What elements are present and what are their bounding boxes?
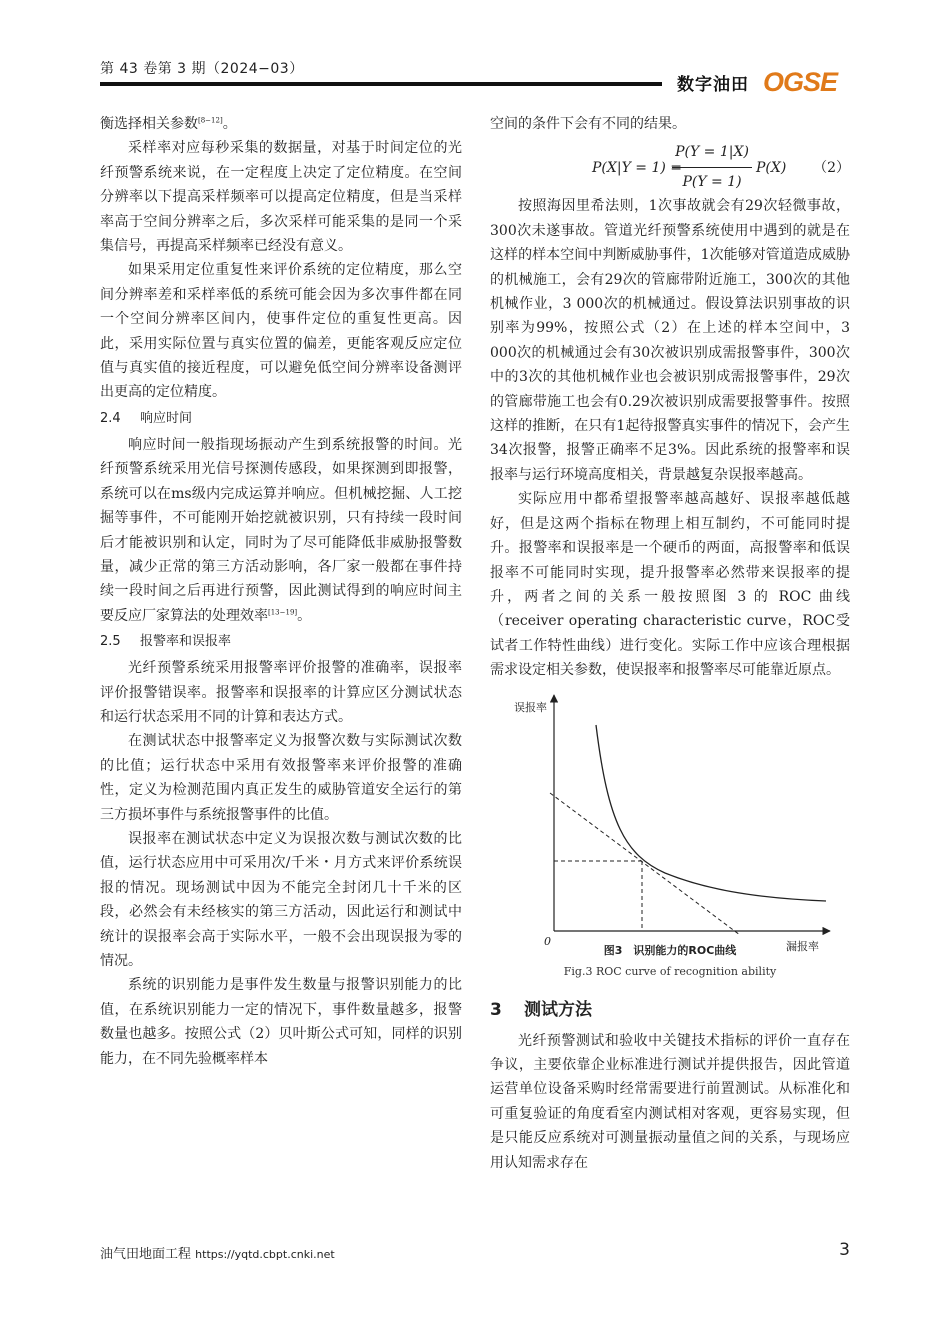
paragraph: 按照海因里希法则，1次事故就会有29次轻微事故，300次未遂事故。管道光纤预警系统使用中遇到的就是在这样的样本空间中判断威胁事件，1次能够对管道造成威胁的机械施工，会有29次的管廊带附近施工，300次的其他机械作业，3 000次的机械通过。假设算法识别事故的识别率为99%，按照公式（2）在上述的样本空间中，3 000次的机械通过会有30次被识别成需报警事件，300次中的3次的其他机械作业也会被识别成需报警事件，29次的管廊带施工也会有0.29次被识别成需要报警事件。按照这样的推断，在只有1起待报警真实事件的情况下，会产生34次报警，报警正确率不足3%。因此系统的报警率和误报率与运行环境高度相关，背景越复杂误报率越高。 — [490, 198, 850, 483]
citation: [8−12] — [198, 116, 223, 125]
x-axis-label: 漏报率 — [786, 939, 819, 953]
figure-caption-cn: 图3 识别能力的ROC曲线 — [603, 943, 737, 957]
formula-fraction — [672, 140, 752, 194]
formula-numerator: P(Y = 1|X) — [675, 144, 749, 161]
paragraph: 实际应用中都希望报警率越高越好、误报率越低越好，但是这两个指标在物理上相互制约，不可能同时提升。报警率和误报率是一个硬币的两面，高报警率和低误报率不可能同时实现，提升报警率必然带来误报率的提升，两者之间的关系一般按照图 3 的 ROC 曲线（receiver operating characteristic curve，ROC受试者工作特性曲线）进行变化。实际工作中应该合理根据需求设定相关参数，使误报率和报警率尽可能靠近原点。 — [490, 491, 850, 679]
bayes-formula — [490, 136, 850, 194]
origin-label: 0 — [544, 934, 551, 948]
footer-journal-name: 油气田地面工程 — [100, 1247, 192, 1262]
figure-caption-en: Fig.3 ROC curve of recognition ability — [563, 964, 777, 978]
paragraph: 在测试状态中报警率定义为报警次数与实际测试次数的比值；运行状态中采用有效报警率来评价报警的准确性，定义为检测范围内真正发生的威胁管道安全运行的第三方损坏事件与系统报警事件的比值。 — [100, 733, 462, 823]
paragraph: 光纤预警测试和验收中关键技术指标的评价一直存在争议，主要依靠企业标准进行测试并提供报告，因此管道运营单位设备采购时经常需要进行前置测试。从标准化和可重复验证的角度看室内测试相对客观，更容易实现，但是只能反应系统对可测量振动量值之间的关系，与现场应用认知需求存在 — [490, 1032, 850, 1171]
footer-journal — [100, 1243, 335, 1262]
paragraph: 如果采用定位重复性来评价系统的定位精度，那么空间分辨率差和采样率低的系统可能会因为多次事件都在同一个空间分辨率区间内，使事件定位的重复性更高。因此，采用实际位置与真实位置的偏差，更能客观反应定位值与真实值的接近程度，可以避免低空间分辨率设备测评出更高的定位精度。 — [100, 262, 462, 401]
paragraph: 响应时间一般指现场振动产生到系统报警的时间。光纤预警系统采用光信号探测传感段，如果探测到即报警，系统可以在ms级内完成运算并响应。但机械挖掘、人工挖掘等事件，不可能刚开始挖就被识别，只有持续一段时间后才能被识别和认定，同时为了尽可能降低非威胁报警数量，减少正常的第三方活动影响，各厂家一般都在事件持续一段时间之后再进行预警，因此测试得到的响应时间主要反应厂家算法的处理效率[13−19]。 — [100, 436, 462, 624]
roc-curve — [596, 725, 826, 901]
paragraph: 空间的条件下会有不同的结果。 — [490, 116, 686, 132]
right-column — [490, 112, 850, 1175]
issue-info: 第 43 卷第 3 期（2024−03） — [100, 61, 304, 77]
header-rule — [100, 82, 662, 86]
paragraph: 衡选择相关参数[8−12]。 — [100, 116, 237, 132]
section-heading-3: 3 测试方法 — [490, 999, 592, 1020]
paragraph: 采样率对应每秒采集的数据量，对基于时间定位的光纤预警系统来说，在一定程度上决定了定位精度。在空间分辨率以下提高采样频率可以提高定位精度，但是当采样率高于空间分辨率之后，多次采样可能采集的是同一个采集信号，再提高采样频率已经没有意义。 — [100, 140, 462, 255]
formula-rhs: P(X) — [756, 160, 787, 177]
paragraph: 系统的识别能力是事件发生数量与报警识别能力的比值，在系统识别能力一定的情况下，事件数量越多，报警数量也越多。按照公式（2）贝叶斯公式可知，同样的识别能力，在不同先验概率样本 — [100, 977, 462, 1067]
paragraph: 光纤预警系统采用报警率评价报警的准确率，误报率评价报警错误率。报警率和误报率的计算应区分测试状态和运行状态采用不同的计算和表达方式。 — [100, 660, 462, 725]
formula-denominator: P(Y = 1) — [682, 173, 742, 190]
section-heading-2-5: 2.5 报警率和误报率 — [100, 634, 232, 650]
equation-number: （2） — [813, 160, 850, 177]
formula-lhs: P(X|Y = 1) = — [592, 160, 682, 177]
citation: [13−19] — [268, 608, 298, 617]
tangent-line — [550, 793, 740, 935]
logo-lettering: OGSE — [763, 67, 838, 97]
footer-url[interactable]: https://yqtd.cbpt.cnki.net — [195, 1248, 335, 1261]
page-number: 3 — [839, 1240, 850, 1260]
journal-section-title: 数字油田 — [677, 75, 749, 95]
paragraph: 误报率在测试状态中定义为误报次数与测试次数的比值，运行状态应用中可采用次/千米・月方式来评价系统误报的情况。现场测试中因为不能完全封闭几十千米的区段，必然会有未经核实的第三方活动，因此运行和测试中统计的误报率会高于实际水平，一般不会出现误报为零的情况。 — [100, 830, 462, 969]
y-axis-label: 误报率 — [514, 700, 547, 714]
section-heading-2-4: 2.4 响应时间 — [100, 410, 193, 426]
left-column — [100, 112, 462, 1071]
ogse-logo — [763, 66, 849, 96]
